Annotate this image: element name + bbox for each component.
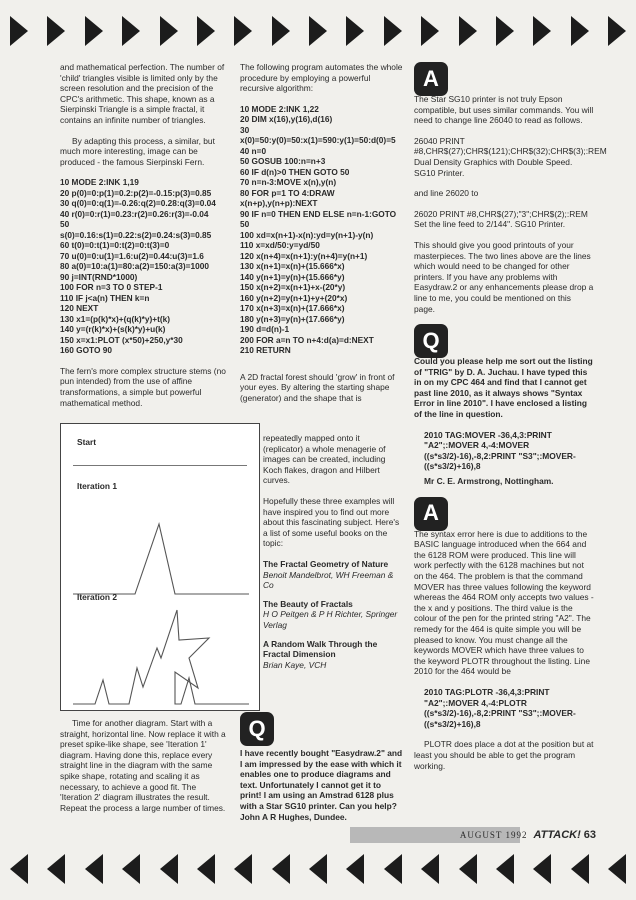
arrow-left-icon (380, 852, 406, 886)
code-line: 70 u(0)=0:u(1)=1.6:u(2)=0.44:u(3)=1.6 (60, 250, 204, 261)
iteration-diagram (60, 423, 260, 711)
body-paragraph: repeatedly mapped onto it (replicator) a whole menagerie of images can be created, including Koch flakes, dragon and Hilbert curves. (263, 433, 386, 486)
code-line: 210 RETURN (240, 345, 291, 356)
arrow-left-icon (230, 852, 256, 886)
code-line: 30 q(0)=0:q(1)=-0.26:q(2)=0.28:q(3)=0.04 (60, 198, 216, 209)
body-paragraph: A 2D fractal forest should 'grow' in front of your eyes. By altering the starting shape (generator) and the shape that is (240, 371, 395, 403)
book-author: Brian Kaye, VCH (263, 659, 327, 670)
arrow-right-icon (6, 14, 32, 48)
code-line: 110 IF j<a(n) THEN k=n (60, 292, 150, 303)
arrow-left-icon (455, 852, 481, 886)
answer-text: This should give you good printouts of your masterpieces. The two lines above are the lines which would need to be changed for other printers. If you have any problems with Easydraw.2 or any enhancements please drop a line to me, you could be mentioned on this page. (414, 239, 594, 314)
arrow-right-icon (604, 14, 630, 48)
code-line: 40 r(0)=0:r(1)=0.23:r(2)=0.26:r(3)=-0.04 (60, 208, 209, 219)
book-author: H O Peitgen & P H Richter, Springer Verlag (263, 609, 398, 630)
arrow-right-icon (230, 14, 256, 48)
body-paragraph: By adapting this process, a similar, but much more interesting, image can be produced - the famous Sierpinski Fern. (60, 135, 215, 167)
arrow-left-icon (156, 852, 182, 886)
code-line: 170 x(n+3)=x(n)+(17.666*x) (240, 303, 345, 314)
arrow-right-icon (43, 14, 69, 48)
diagram-label-iteration-1: Iteration 1 (77, 481, 118, 491)
code-line: 50 (240, 219, 250, 230)
diagram-label-start: Start (77, 437, 97, 447)
book-title: The Beauty of Fractals (263, 598, 353, 609)
arrow-left-icon (118, 852, 144, 886)
code-line: 80 a(0)=10:a(1)=80:a(2)=150:a(3)=1000 (60, 261, 209, 272)
arrow-right-icon (193, 14, 219, 48)
code-line: 70 n=n-3:MOVE x(n),y(n) (240, 177, 337, 188)
arrow-left-icon (529, 852, 555, 886)
answer-text: The Star SG10 printer is not truly Epson compatible, but uses similar commands. You will need to change line 26040 to read as follows. (414, 94, 594, 126)
code-line: 140 y=(r(k)*x)+(s(k)*y)+u(k) (60, 324, 166, 335)
page-number: 63 (583, 829, 596, 841)
arrow-right-icon (156, 14, 182, 48)
top-arrow-border (0, 14, 636, 48)
arrow-right-icon (342, 14, 368, 48)
arrow-right-icon (268, 14, 294, 48)
book-list (263, 559, 401, 670)
code-line: s(0)=0.16:s(1)=0.22:s(2)=0.24:s(3)=0.85 (60, 229, 212, 240)
code-snippet: 2010 TAG:MOVER -36,4,3:PRINT "A2";:MOVER 4,-4:MOVER ((s*s3/2)-16),-8,2:PRINT "S3";:MOVER-((s*s3/2)+16),8 (424, 429, 576, 472)
column-middle-lower (263, 433, 401, 670)
question-text: Could you please help me sort out the listing of "TRIG" by D. A. Juchau. I have typed this in on my CPC 464 and find that I cannot get past line 2010, as it always shows "Syntax Error in line 2010". I have enclosed a listing of the line in question. (414, 356, 593, 420)
iteration-1-shape (73, 514, 249, 600)
code-listing-fern (60, 177, 227, 356)
column-middle (240, 62, 403, 404)
diagram-label-iteration-2: Iteration 2 (77, 592, 118, 602)
code-line: 160 y(n+2)=y(n+1)+y+(20*x) (240, 292, 348, 303)
question-text: I have recently bought "Easydraw.2" and I am impressed by the ease with which it enables one to produce diagrams and text. Unfortunately I cannot get it to print! I am using an Amstrad 6128 plus with a Star SG10 printer. Can you help? (240, 748, 403, 811)
book-author: Benoit Mandelbrot, WH Freeman & Co (263, 569, 394, 591)
arrow-right-icon (81, 14, 107, 48)
arrow-left-icon (81, 852, 107, 886)
code-listing-forest (240, 104, 403, 356)
code-snippet: 26040 PRINT #8,CHR$(27);CHR$(121);CHR$(32);CHR$(3);:REM Dual Density Graphics with Double Speed. SG10 Printer. (414, 135, 607, 178)
code-snippet: 26020 PRINT #8,CHR$(27);"3";CHR$(2);:REM Set the line feed to 2/144". SG10 Printer. (414, 208, 588, 230)
arrow-left-icon (492, 852, 518, 886)
question-q-icon: Q (414, 324, 448, 358)
code-line: 60 t(0)=0:t(1)=0:t(2)=0:t(3)=0 (60, 240, 170, 251)
code-line: 160 GOTO 90 (60, 345, 112, 356)
code-line: 150 x(n+2)=x(n+1)+x-(20*y) (240, 282, 346, 293)
code-line: 200 FOR a=n TO n+4:d(a)=d:NEXT (240, 334, 374, 345)
code-line: 190 d=d(n)-1 (240, 324, 290, 335)
arrow-left-icon (417, 852, 443, 886)
body-paragraph: The fern's more complex structure stems (no pun intended) from the use of affine transformations, a simple but powerful mathematical method. (60, 365, 226, 408)
code-line: 80 FOR p=1 TO 4:DRAW (240, 187, 335, 198)
code-line: 10 MODE 2:INK 1,19 (60, 177, 139, 188)
body-paragraph: and line 26020 to (414, 188, 479, 199)
code-line: x(0)=50:y(0)=50:x(1)=590:y(1)=50:d(0)=5 (240, 135, 396, 146)
arrow-left-icon (342, 852, 368, 886)
arrow-left-icon (43, 852, 69, 886)
code-line: 20 DIM x(16),y(16),d(16) (240, 114, 333, 125)
book-title: A Random Walk Through the Fractal Dimension (263, 638, 378, 660)
code-line: 40 n=0 (240, 145, 267, 156)
body-paragraph: Time for another diagram. Start with a straight, horizontal line. Now replace it with a preset spike-like shape, see 'Iteration 1' diagram. Having done this, replace every straight line in the diagram with the same spike shape, rotating and scaling it as necessary, to achieve a good fit. The 'Iteration 2' diagram illustrates the result. Repeat the process a large number of times. (60, 718, 226, 813)
question-q-icon: Q (240, 712, 274, 746)
code-line: 110 x=xd/50:y=yd/50 (240, 240, 320, 251)
arrow-right-icon (417, 14, 443, 48)
code-line: 90 j=INT(RND*1000) (60, 271, 138, 282)
code-line: 130 x1=(p(k)*x)+(q(k)*y)+t(k) (60, 313, 170, 324)
arrow-right-icon (305, 14, 331, 48)
column-left (60, 62, 227, 418)
arrow-left-icon (268, 852, 294, 886)
arrow-left-icon (193, 852, 219, 886)
column-right (414, 62, 607, 781)
answer-text: PLOTR does place a dot at the position but at least you should be able to get the program working. (414, 739, 594, 771)
code-line: 10 MODE 2:INK 1,22 (240, 103, 319, 114)
magazine-name: ATTACK! (533, 829, 581, 841)
arrow-right-icon (529, 14, 555, 48)
question-signoff: Mr C. E. Armstrong, Nottingham. (424, 476, 554, 487)
body-paragraph: Hopefully these three examples will have inspired you to find out more about this fascinating subject. Here's a list of some useful books on the topic: (263, 495, 400, 549)
start-line (73, 465, 247, 466)
arrow-right-icon (492, 14, 518, 48)
body-paragraph: and mathematical perfection. The number of 'child' triangles visible is limited only by the screen resolution and the precision of the CPC's arithmetic. This shape, known as a Sierpinski Triangle is a simple fractal, it contains an infinite number of triangles. (60, 62, 225, 125)
arrow-right-icon (455, 14, 481, 48)
arrow-right-icon (567, 14, 593, 48)
answer-text: The syntax error here is due to additions to the BASIC language introduced when the 664 and the 6128 ROM were produced. This line will work perfectly with the 6128 machines but not on the 464. The problem is that the command MOVER has three values following the keyword whereas the 464 ROM only accepts two values - the x and y positions. The third value is the colour of the pen for the printed string "A2". The remedy for the 464 is quite simple you will be pleased to know. You must change all the keywords MOVER which have three values to the keyword PLOTR throughout the listing. Line 2010 for the 464 would be (414, 528, 594, 677)
arrow-right-icon (380, 14, 406, 48)
code-line: x(n+p),y(n+p):NEXT (240, 198, 318, 209)
bottom-arrow-border (0, 852, 636, 886)
page-footer (390, 824, 596, 846)
code-line: 140 y(n+1)=y(n)+(15.666*y) (240, 271, 345, 282)
code-line: 100 xd=x(n+1)-x(n):yd=y(n+1)-y(n) (240, 229, 374, 240)
answer-a-icon: A (414, 497, 448, 531)
code-line: 60 IF d(n)>0 THEN GOTO 50 (240, 166, 350, 177)
arrow-left-icon (305, 852, 331, 886)
code-line: 20 p(0)=0:p(1)=0.2:p(2)=-0.15:p(3)=0.85 (60, 187, 212, 198)
code-line: 50 GOSUB 100:n=n+3 (240, 156, 326, 167)
code-line: 50 (60, 219, 70, 230)
code-line: 180 y(n+3)=y(n)+(17.666*y) (240, 313, 345, 324)
code-line: 30 (240, 124, 250, 135)
code-line: 120 x(n+4)=x(n+1):y(n+4)=y(n+1) (240, 250, 368, 261)
code-line: 120 NEXT (60, 303, 99, 314)
arrow-right-icon (118, 14, 144, 48)
body-paragraph: The following program automates the whole procedure by employing a powerful recursive algorithm: (240, 62, 403, 94)
book-title: The Fractal Geometry of Nature (263, 558, 389, 569)
question-signoff: John A R Hughes, Dundee. (240, 811, 347, 822)
column-left-bottom (60, 718, 227, 823)
iteration-2-shape (73, 602, 249, 706)
code-snippet: 2010 TAG:PLOTR -36,4,3:PRINT "A2";:MOVER 4,-4:PLOTR ((s*s3/2)-16),-8,2:PRINT "S3";:MOVER-((s*s3/2)+16),8 (424, 686, 576, 729)
issue-date: AUGUST 1992 (459, 830, 528, 840)
code-line: 100 FOR n=3 TO 0 STEP-1 (60, 282, 163, 293)
answer-a-icon: A (414, 62, 448, 96)
arrow-left-icon (567, 852, 593, 886)
arrow-left-icon (604, 852, 630, 886)
question-easydraw (240, 712, 403, 822)
code-line: 90 IF n=0 THEN END ELSE n=n-1:GOTO (240, 208, 397, 219)
code-line: 130 x(n+1)=x(n)+(15.666*x) (240, 261, 345, 272)
arrow-left-icon (6, 852, 32, 886)
code-line: 150 x=x1:PLOT (x*50)+250,y*30 (60, 334, 183, 345)
